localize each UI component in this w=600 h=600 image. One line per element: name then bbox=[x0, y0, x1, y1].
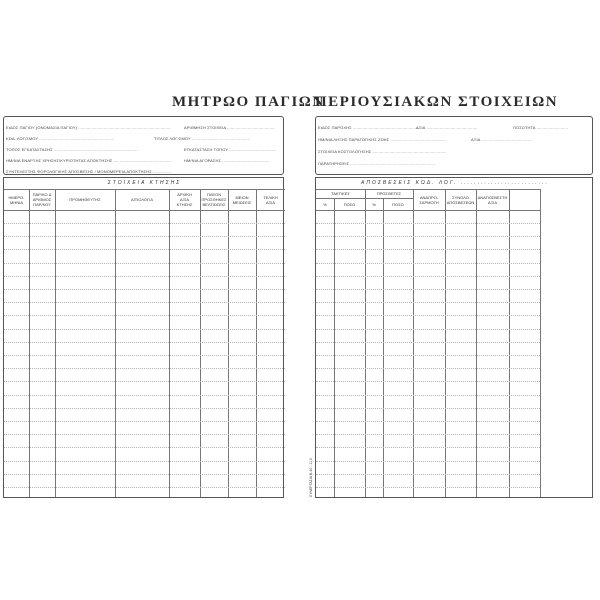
table-header-bottom-line bbox=[316, 210, 540, 211]
table-row bbox=[4, 276, 285, 277]
table-row bbox=[316, 289, 540, 290]
column-divider bbox=[334, 198, 335, 497]
table-row bbox=[316, 447, 540, 448]
provision-quantity-field[interactable]: ΠΟΣΟΤΗΤΑ .......................... bbox=[513, 125, 569, 130]
table-row bbox=[316, 302, 540, 303]
install-location-field[interactable]: ΤΟΠΟΣ ΕΓΚΑΤΑΣΤΑΣΗΣ ...................................................................... bbox=[6, 147, 139, 152]
remarks-field[interactable]: ΠΑΡΑΤΗΡΗΣΕΙΣ ...................................................................... bbox=[318, 161, 436, 166]
column-divider bbox=[115, 189, 116, 497]
sub-column-header: % bbox=[372, 201, 376, 207]
sub-column-header: ΠΟΣΟ bbox=[392, 201, 404, 207]
column-divider bbox=[476, 189, 477, 497]
acquisition-section-title: ΣΤΟΙΧΕΙΑ ΚΤΗΣΗΣ bbox=[107, 180, 182, 186]
column-header: ΜΕΙΟΝ ΜΕΙΩΣΕΙΣ bbox=[232, 194, 252, 205]
table-row bbox=[4, 315, 285, 316]
account-title-field[interactable]: ΤΙΤΛΟΣ ΛΟΓ/ΣΜΟΥ ................................................ bbox=[154, 136, 251, 141]
table-row bbox=[4, 408, 285, 409]
column-divider bbox=[383, 198, 384, 497]
table-row bbox=[4, 447, 285, 448]
use-start-date-field[interactable]: ΗΜ/ΝΙΑ ΕΝΑΡΞΗΣ ΧΡΗΣΗΣ/ΚΥΡΙΟΤΗΤΑΣ ΑΠΟΚΤΗΣΗΣ ................................................ bbox=[6, 158, 172, 163]
table-row bbox=[4, 474, 285, 475]
column-divider bbox=[55, 189, 56, 497]
column-divider bbox=[509, 189, 510, 497]
column-header: ΑΝΑΠΡΟ- ΣΑΡΜΟΓΗ bbox=[419, 194, 439, 205]
table-row bbox=[4, 368, 285, 369]
column-divider bbox=[365, 189, 366, 497]
column-header: ΠΛΕΟΝ ΠΡΟΣΘΗΚΕΣ ΒΕΛΤΙΩΣΕΙΣ bbox=[201, 192, 227, 207]
left-info-box bbox=[3, 116, 284, 175]
table-row bbox=[4, 487, 285, 488]
column-divider bbox=[200, 189, 201, 497]
table-row bbox=[316, 355, 540, 356]
column-divider bbox=[29, 189, 30, 497]
table-row bbox=[4, 236, 285, 237]
table-row bbox=[4, 329, 285, 330]
life-end-value-field[interactable]: ΑΞΙΑ .......................................... bbox=[471, 137, 533, 142]
depreciation-rate-field[interactable]: ΣΥΝΤΕΛΕΣΤΗΣ ΦΟΡΟΛΟΓΙΚΗΣ ΑΠΟΣΒΕΣΗΣ / ΜΟΝΟΜΕΡΕΙΑ ΑΠΟΚΤΗΣΗΣ ............... bbox=[6, 169, 172, 174]
table-row bbox=[4, 355, 285, 356]
table-row bbox=[4, 289, 285, 290]
column-header: ΤΕΛΙΚΗ ΑΞΙΑ bbox=[263, 194, 278, 205]
table-row bbox=[4, 302, 285, 303]
column-header: ΣΥΝΟΛΟ ΑΠΟΣΒΕΣΕΩΝ bbox=[446, 194, 475, 205]
table-row bbox=[316, 315, 540, 316]
table-row bbox=[316, 329, 540, 330]
depreciation-section-title: ΑΠΟΣΒΕΣΕΙΣ ΚΩΔ. ΛΟΓ. .......................... bbox=[361, 180, 549, 186]
table-row bbox=[4, 381, 285, 382]
table-header-bottom-line bbox=[4, 210, 285, 211]
acquisition-table bbox=[3, 177, 284, 498]
column-divider bbox=[413, 189, 414, 497]
table-row bbox=[4, 223, 285, 224]
table-row bbox=[316, 421, 540, 422]
table-row bbox=[316, 276, 540, 277]
install-place-field[interactable]: ΕΓΚΑΤΑΣΤΑΣΗ ΤΟΠΟΥ ....................................... bbox=[184, 147, 277, 152]
table-row bbox=[316, 487, 540, 488]
table-row bbox=[4, 263, 285, 264]
table-row bbox=[4, 249, 285, 250]
table-row bbox=[4, 342, 285, 343]
group-header-additional: ΠΡΟΣΘΕΤΕΣ bbox=[376, 191, 402, 196]
life-end-date-field[interactable]: ΗΜ/ΝΙΑ ΛΗΞΗΣ ΠΑΡΑΓΩΓΙΚΗΣ ΖΩΗΣ .............................................. bbox=[318, 137, 447, 142]
provision-value-field[interactable]: ΑΞΙΑ .......................................... bbox=[416, 125, 478, 130]
table-row bbox=[316, 381, 540, 382]
column-header: ΑΙΤΙΟΛΟΓΙΑ bbox=[130, 197, 154, 202]
page-title-left: ΜΗΤΡΩΟ ΠΑΓΙΩΝ bbox=[172, 94, 325, 110]
form-code: ΣΥΝΕΡΓΑΣΙΑ Β-40 - 11.0 bbox=[309, 458, 313, 497]
table-row bbox=[4, 421, 285, 422]
column-divider bbox=[256, 189, 257, 497]
table-row bbox=[316, 461, 540, 462]
table-row bbox=[4, 434, 285, 435]
provision-type-field[interactable]: ΕΙΔΟΣ ΠΑΡΟΧΗΣ ........................................................ bbox=[318, 125, 421, 130]
table-row bbox=[316, 223, 540, 224]
asset-type-field[interactable]: ΕΙΔΟΣ ΠΑΓΙΟΥ (ΟΝΟΜΑΣΙΑ ΠΑΓΙΟΥ) ............................................................................ bbox=[6, 125, 171, 130]
column-header: ΗΜΕΡΟ- ΜΗΝΙΑ bbox=[8, 194, 25, 205]
table-header-top-line bbox=[4, 189, 285, 190]
column-header: ΑΡΧΙΚΗ ΑΞΙΑ ΚΤΗΣΗΣ bbox=[176, 192, 193, 207]
table-row bbox=[316, 408, 540, 409]
sub-column-header: ΠΟΣΟ bbox=[343, 201, 356, 207]
table-row bbox=[316, 474, 540, 475]
asset-number-field[interactable]: ΑΡΙΘΜΗΣΗ ΣΤΟΙΧΕΙΑ ....................................... bbox=[184, 125, 275, 130]
column-divider bbox=[169, 189, 170, 497]
column-divider bbox=[445, 189, 446, 497]
column-header: ΑΝΑΠΟΣΒΕΣΤΗ ΑΞΙΑ bbox=[477, 194, 508, 205]
right-info-box bbox=[315, 116, 593, 175]
table-row bbox=[316, 368, 540, 369]
table-row bbox=[316, 434, 540, 435]
table-row bbox=[316, 236, 540, 237]
account-code-field[interactable]: ΚΩΔ. ΛΟΓ/ΣΜΟΥ .............................................................. bbox=[6, 136, 115, 141]
table-row bbox=[4, 461, 285, 462]
group-header-regular: ΤΑΚΤΙΚΕΣ bbox=[331, 191, 350, 196]
page-title-right: ΠΕΡΙΟΥΣΙΑΚΩΝ ΣΤΟΙΧΕΙΩΝ bbox=[315, 94, 559, 110]
costing-data-field[interactable]: ΣΤΟΙΧΕΙΑ ΚΟΣΤΟΛΟΓΗΣΗΣ ............................................................. bbox=[318, 149, 447, 154]
column-header: ΠΡΟΜΗΘΕΥΤΗΣ bbox=[69, 197, 101, 202]
table-row bbox=[316, 342, 540, 343]
sub-column-header: % bbox=[323, 201, 327, 207]
table-row bbox=[316, 395, 540, 396]
column-header: ΠΑΡ/ΚΟ & ΑΡΙΘΜΟΣ ΠΑΡ/ΚΟΥ bbox=[32, 192, 52, 207]
table-row bbox=[316, 249, 540, 250]
column-divider bbox=[228, 189, 229, 497]
purchase-date-field[interactable]: ΗΜ/ΝΙΑ ΑΓΟΡΑΣΗΣ ....................................... bbox=[184, 158, 270, 163]
depreciation-table bbox=[315, 177, 593, 498]
table-row bbox=[4, 395, 285, 396]
table-row bbox=[316, 263, 540, 264]
table-header-top-line bbox=[316, 189, 540, 190]
column-divider bbox=[540, 189, 541, 497]
